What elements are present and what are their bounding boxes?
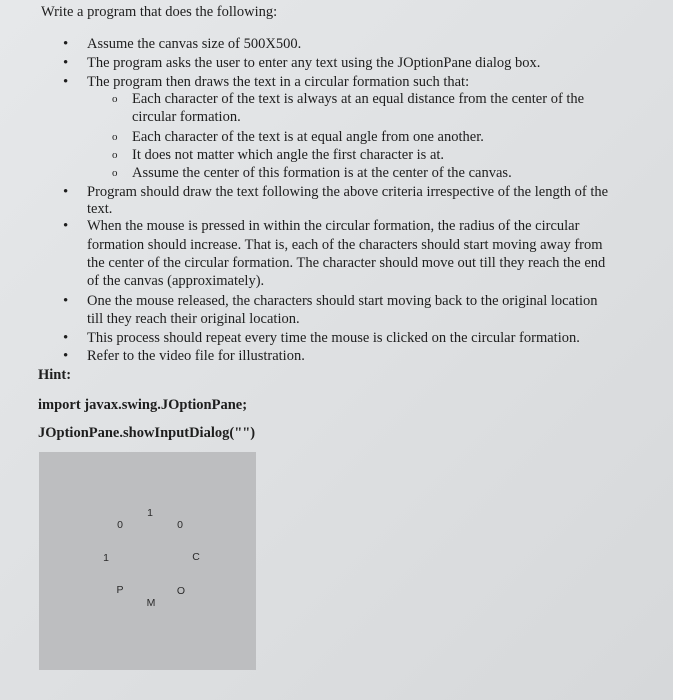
circle-char: O [176,585,186,597]
bullet-dot: • [63,218,69,234]
bullet-mouse-pressed-cont: the center of the circular formation. The character should move out till they reach the end [87,255,606,271]
bullet-circular: The program then draws the text in a circular formation such that: [87,74,470,90]
sub-bullet-circle: o [112,131,118,143]
bullet-irrespective: Program should draw the text following the above criteria irrespective of the length of the [87,184,609,200]
bullet-repeat: This process should repeat every time the mouse is clicked on the circular formation. [87,330,580,346]
circle-char: M [146,597,156,609]
circle-char: C [192,551,200,563]
bullet-mouse-released: One the mouse released, the characters should start moving back to the original location [87,293,598,309]
sub-bullet-circle: o [112,149,118,161]
bullet-canvas-size: Assume the canvas size of 500X500. [87,36,302,52]
bullet-dot: • [63,55,69,71]
bullet-mouse-pressed-cont: of the canvas (approximately). [87,273,265,289]
hint-code-import: import javax.swing.JOptionPane; [38,397,248,413]
bullet-irrespective-cont: text. [87,201,113,217]
bullet-mouse-pressed: When the mouse is pressed in within the circular formation, the radius of the circular [87,218,580,234]
sub-bullet-equal-distance: Each character of the text is always at an equal distance from the center of the [132,91,585,107]
bullet-joptionpane: The program asks the user to enter any text using the JOptionPane dialog box. [87,55,541,71]
sub-bullet-circle: o [112,167,118,179]
bullet-dot: • [63,330,69,346]
sub-bullet-equal-angle: Each character of the text is at equal angle from one another. [132,129,484,145]
task-title: Write a program that does the following: [41,4,278,20]
sub-bullet-center: Assume the center of this formation is at the center of the canvas. [132,165,512,181]
circle-char: 1 [103,552,109,564]
bullet-dot: • [63,36,69,52]
sub-bullet-first-angle: It does not matter which angle the first character is at. [132,147,445,163]
bullet-dot: • [63,293,69,309]
illustration-canvas [39,452,256,670]
bullet-mouse-pressed-cont: formation should increase. That is, each of the characters should start moving away from [87,237,603,253]
bullet-dot: • [63,74,69,90]
circle-char: 1 [147,507,153,519]
bullet-mouse-released-cont: till they reach their original location. [87,311,300,327]
hint-code-dialog: JOptionPane.showInputDialog("") [38,425,256,441]
bullet-dot: • [63,184,69,200]
circle-char: 0 [117,519,123,531]
circle-char: P [116,584,124,596]
hint-label: Hint: [38,367,72,383]
sub-bullet-circle: o [112,93,118,105]
circle-char: 0 [177,519,183,531]
bullet-video: Refer to the video file for illustration. [87,348,305,364]
sub-bullet-equal-distance-cont: circular formation. [132,109,241,125]
bullet-dot: • [63,348,69,364]
